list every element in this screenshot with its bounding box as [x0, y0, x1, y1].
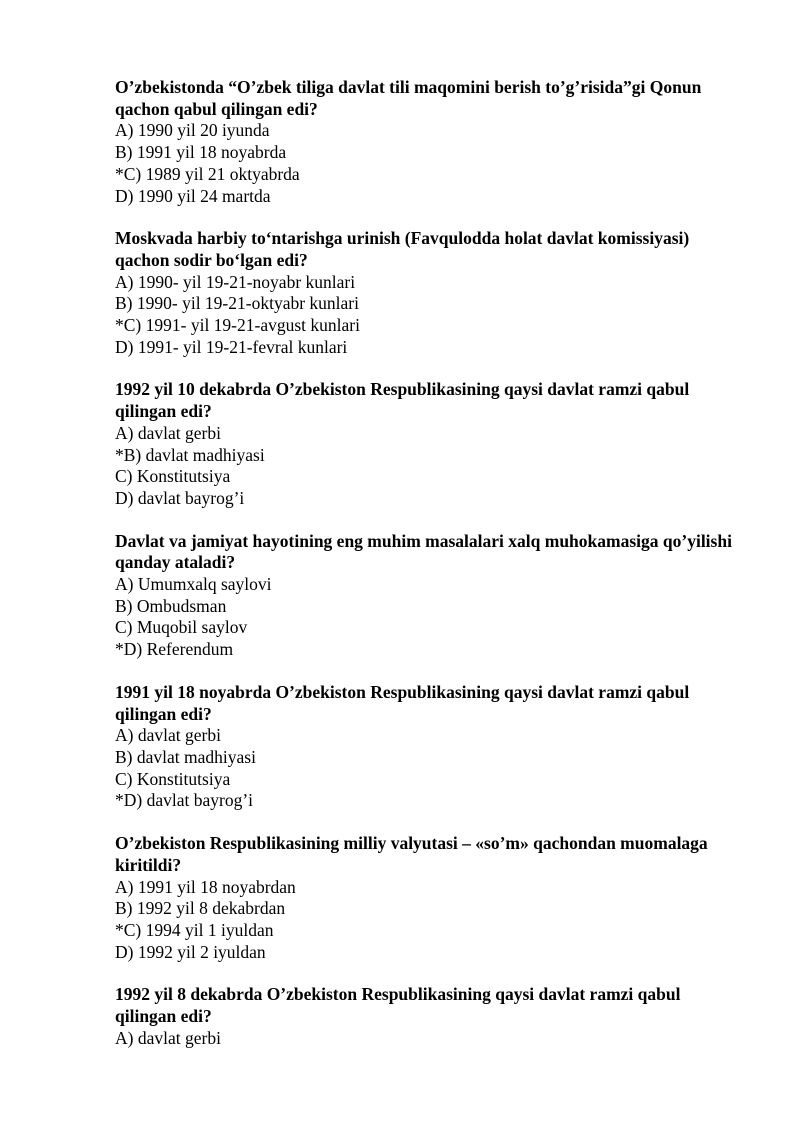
answer-option: A) Umumxalq saylovi — [115, 574, 272, 595]
answer-option: A) davlat gerbi — [115, 725, 221, 746]
question-text: 1992 yil 10 dekabrda O’zbekiston Respublikasining qaysi davlat ramzi qabul qilingan edi? — [115, 379, 690, 422]
answer-option: A) 1991 yil 18 noyabrdan — [115, 876, 296, 897]
answer-option: C) Konstitutsiya — [115, 466, 231, 487]
question-3 — [115, 379, 745, 509]
answer-options — [115, 877, 745, 964]
question-text: O’zbekistonda “O’zbek tiliga davlat tili maqomini berish to’g’risida”gi Qonun qachon qabul qilingan edi? — [115, 77, 702, 119]
question-text: Moskvada harbiy to‘ntarishga urinish (Favqulodda holat davlat komissiyasi) qachon sodir bo‘lgan edi? — [115, 228, 690, 270]
answer-option: B) Ombudsman — [115, 595, 227, 616]
answer-option: D) 1990 yil 24 martda — [115, 185, 271, 206]
question-text: O’zbekiston Respublikasining milliy valyutasi – «so’m» qachondan muomalaga kiritildi? — [115, 833, 708, 875]
answer-options — [115, 725, 745, 812]
answer-option-correct: *B) davlat madhiyasi — [115, 444, 265, 465]
answer-options — [115, 1028, 745, 1050]
document-page — [115, 77, 745, 1070]
question-1 — [115, 77, 745, 207]
answer-option-correct: *C) 1994 yil 1 iyuldan — [115, 919, 274, 940]
answer-option-correct: *C) 1989 yil 21 oktyabrda — [115, 163, 300, 184]
answer-option: B) 1992 yil 8 dekabrdan — [115, 898, 286, 919]
answer-option: C) Muqobil saylov — [115, 617, 248, 638]
answer-option: C) Konstitutsiya — [115, 768, 231, 789]
question-7 — [115, 984, 745, 1049]
question-4 — [115, 531, 745, 661]
question-text: 1991 yil 18 noyabrda O’zbekiston Respublikasining qaysi davlat ramzi qabul qilingan edi? — [115, 681, 690, 724]
answer-option: A) davlat gerbi — [115, 422, 221, 443]
answer-option-correct: *D) Referendum — [115, 639, 234, 660]
question-5 — [115, 682, 745, 812]
answer-option: D) 1991- yil 19-21-fevral kunlari — [115, 336, 348, 357]
question-6 — [115, 833, 745, 963]
answer-option: B) davlat madhiyasi — [115, 746, 256, 767]
answer-options — [115, 574, 745, 661]
answer-option: A) davlat gerbi — [115, 1027, 221, 1048]
answer-options — [115, 423, 745, 510]
answer-option: A) 1990- yil 19-21-noyabr kunlari — [115, 271, 356, 292]
answer-option-correct: *D) davlat bayrog’i — [115, 790, 254, 811]
answer-options — [115, 272, 745, 359]
answer-option: D) davlat bayrog’i — [115, 487, 245, 508]
question-2 — [115, 228, 745, 358]
answer-option: B) 1990- yil 19-21-oktyabr kunlari — [115, 293, 359, 314]
answer-option-correct: *C) 1991- yil 19-21-avgust kunlari — [115, 315, 360, 336]
answer-options — [115, 120, 745, 207]
answer-option: D) 1992 yil 2 iyuldan — [115, 941, 266, 962]
question-text: Davlat va jamiyat hayotining eng muhim masalalari xalq muhokamasiga qo’yilishi qanday ataladi? — [115, 530, 732, 573]
answer-option: A) 1990 yil 20 iyunda — [115, 120, 270, 141]
question-text: 1992 yil 8 dekabrda O’zbekiston Respublikasining qaysi davlat ramzi qabul qilingan edi? — [115, 984, 681, 1027]
answer-option: B) 1991 yil 18 noyabrda — [115, 142, 287, 163]
